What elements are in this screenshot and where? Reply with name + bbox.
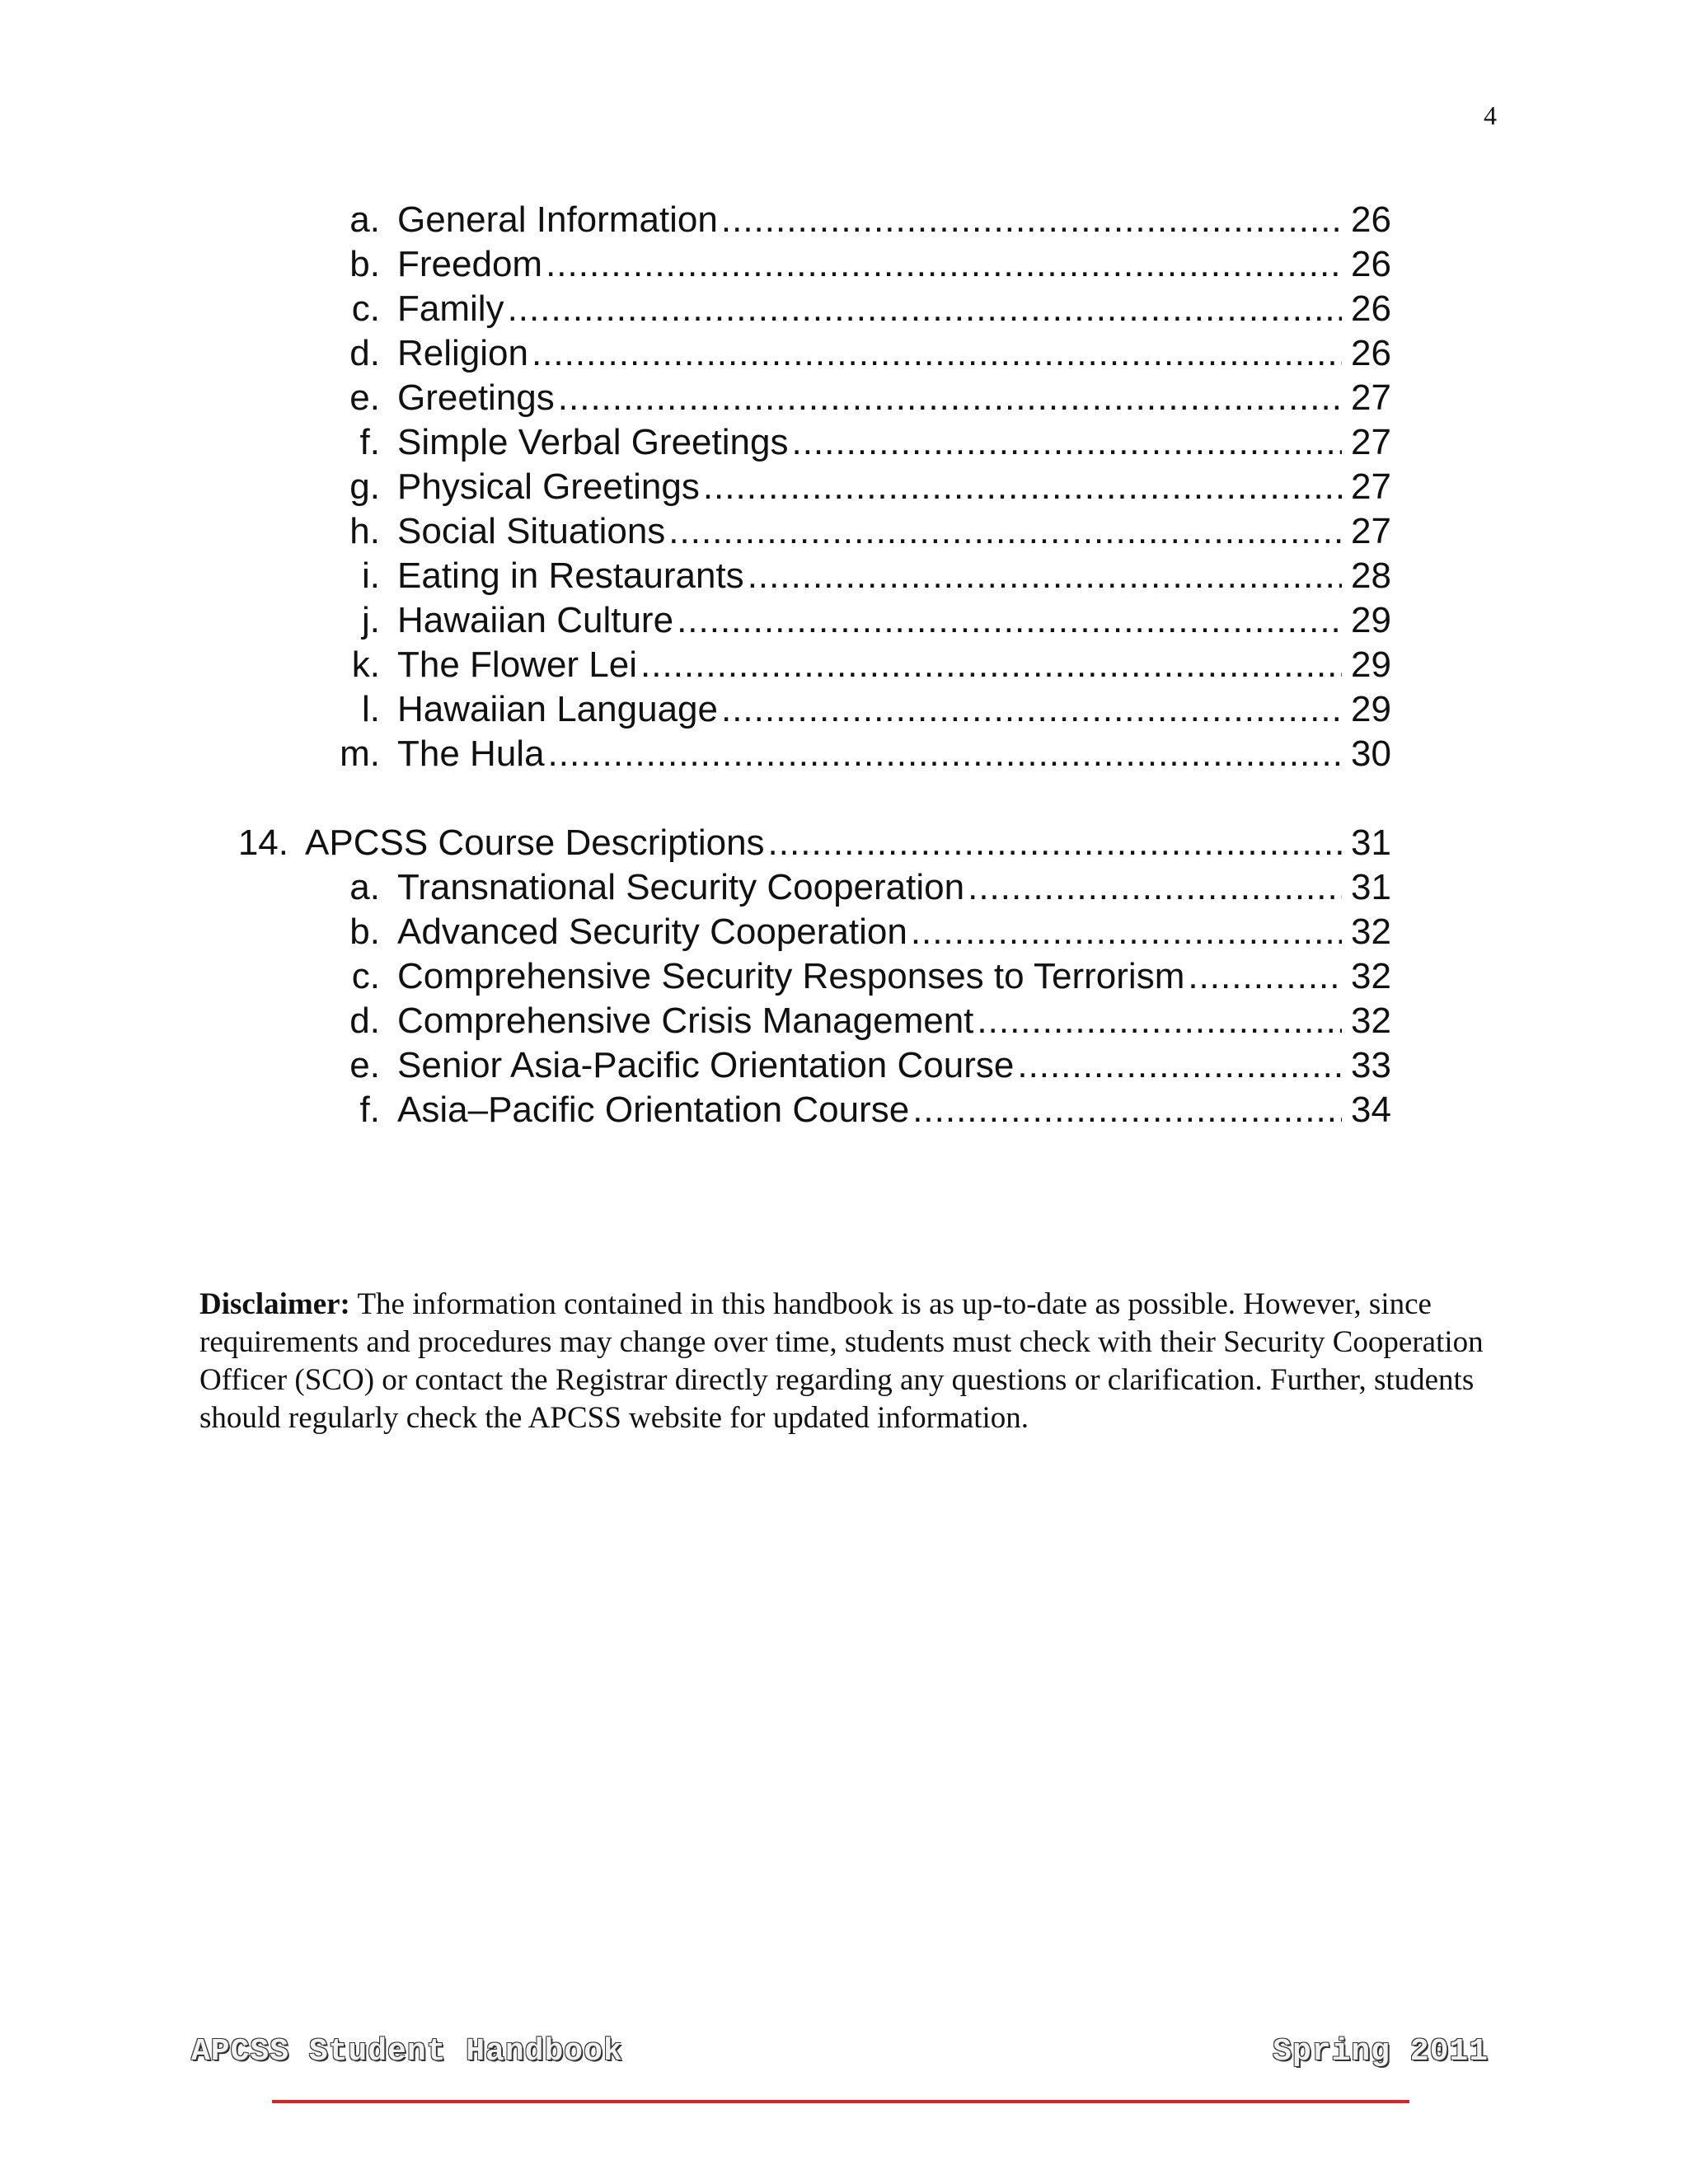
page-footer — [191, 2034, 1489, 2075]
toc-marker: d. — [349, 1001, 380, 1041]
table-of-contents — [0, 198, 1688, 1132]
toc-page: 31 — [1351, 823, 1391, 863]
dot-leader — [703, 465, 1342, 509]
toc-page: 27 — [1351, 466, 1391, 507]
toc-title: Advanced Security Cooperation — [397, 912, 907, 952]
toc-entry — [0, 598, 1688, 643]
toc-title: Asia–Pacific Orientation Course — [397, 1090, 910, 1130]
toc-entry — [0, 242, 1688, 287]
disclaimer-text: The information contained in this handbook is as up-to-date as possible. However, since requirements and procedures may change over time, students must check with their Security Cooperation Officer (SCO) or contact the Registrar directly regarding any questions or clarification. Further, students should regularly check the APCSS website for updated information. — [199, 1287, 1484, 1435]
toc-marker: a. — [349, 199, 380, 240]
toc-page: 29 — [1351, 644, 1391, 685]
dot-leader — [911, 910, 1342, 954]
toc-marker: l. — [362, 689, 380, 729]
toc-page: 27 — [1351, 377, 1391, 418]
toc-entry — [0, 287, 1688, 331]
toc-entry — [0, 865, 1688, 910]
toc-entry — [0, 420, 1688, 465]
dot-leader — [721, 687, 1342, 732]
toc-title: Hawaiian Culture — [397, 600, 674, 640]
toc-page: 26 — [1351, 288, 1391, 329]
toc-entry — [0, 198, 1688, 242]
dot-leader — [791, 420, 1342, 465]
toc-title: Comprehensive Crisis Management — [397, 1001, 974, 1041]
toc-marker: f. — [359, 1090, 380, 1130]
toc-page: 26 — [1351, 244, 1391, 284]
toc-page: 32 — [1351, 956, 1391, 996]
footer-edition: Spring 2011 — [1273, 2034, 1489, 2069]
toc-page: 27 — [1351, 422, 1391, 462]
toc-page: 29 — [1351, 689, 1391, 729]
dot-leader — [508, 287, 1342, 331]
toc-title: Comprehensive Security Responses to Terrorism — [397, 956, 1185, 996]
toc-entry — [0, 732, 1688, 776]
toc-page: 30 — [1351, 733, 1391, 774]
toc-marker: 14. — [237, 823, 288, 863]
toc-page: 33 — [1351, 1045, 1391, 1085]
page-number: 4 — [1484, 101, 1497, 130]
toc-marker: m. — [340, 733, 380, 774]
toc-entry — [0, 554, 1688, 598]
toc-page: 32 — [1351, 912, 1391, 952]
toc-marker: f. — [359, 422, 380, 462]
toc-entry — [0, 376, 1688, 420]
toc-title: Eating in Restaurants — [397, 555, 744, 596]
footer-divider — [272, 2100, 1409, 2103]
dot-leader — [546, 242, 1342, 287]
dot-leader — [640, 643, 1342, 687]
toc-page: 34 — [1351, 1090, 1391, 1130]
toc-marker: g. — [349, 466, 380, 507]
toc-entry — [0, 910, 1688, 954]
toc-marker: b. — [349, 912, 380, 952]
toc-title: APCSS Course Descriptions — [305, 823, 765, 863]
spacer — [0, 776, 1688, 821]
toc-title: Freedom — [397, 244, 543, 284]
toc-marker: b. — [349, 244, 380, 284]
toc-marker: d. — [349, 333, 380, 373]
toc-entry — [0, 465, 1688, 509]
toc-title: Hawaiian Language — [397, 689, 718, 729]
toc-entry — [0, 1043, 1688, 1088]
dot-leader — [968, 865, 1342, 910]
toc-entry — [0, 999, 1688, 1043]
dot-leader — [912, 1088, 1342, 1132]
toc-entry — [0, 643, 1688, 687]
toc-title: Greetings — [397, 377, 555, 418]
dot-leader — [1017, 1043, 1342, 1088]
toc-title: Religion — [397, 333, 528, 373]
toc-title: Simple Verbal Greetings — [397, 422, 789, 462]
toc-marker: i. — [362, 555, 380, 596]
disclaimer-label: Disclaimer: — [199, 1287, 350, 1321]
dot-leader — [748, 554, 1342, 598]
toc-page: 26 — [1351, 199, 1391, 240]
toc-page: 32 — [1351, 1001, 1391, 1041]
toc-title: The Hula — [397, 733, 545, 774]
toc-page: 27 — [1351, 511, 1391, 551]
toc-page: 31 — [1351, 867, 1391, 907]
footer-document-title: APCSS Student Handbook — [191, 2034, 623, 2069]
dot-leader — [668, 509, 1342, 554]
toc-page: 28 — [1351, 555, 1391, 596]
toc-entry — [0, 331, 1688, 376]
dot-leader — [768, 821, 1342, 865]
toc-marker: e. — [349, 377, 380, 418]
toc-title: Social Situations — [397, 511, 666, 551]
toc-page: 26 — [1351, 333, 1391, 373]
toc-title: Senior Asia-Pacific Orientation Course — [397, 1045, 1015, 1085]
toc-marker: c. — [351, 288, 380, 329]
dot-leader — [977, 999, 1342, 1043]
toc-title: Physical Greetings — [397, 466, 700, 507]
disclaimer-paragraph — [199, 1286, 1493, 1437]
dot-leader — [721, 198, 1342, 242]
toc-marker: h. — [349, 511, 380, 551]
dot-leader — [548, 732, 1342, 776]
toc-marker: e. — [349, 1045, 380, 1085]
toc-entry — [0, 509, 1688, 554]
dot-leader — [558, 376, 1342, 420]
toc-entry — [0, 1088, 1688, 1132]
toc-title: Transnational Security Cooperation — [397, 867, 965, 907]
toc-marker: a. — [349, 867, 380, 907]
toc-title: Family — [397, 288, 504, 329]
toc-marker: k. — [351, 644, 380, 685]
dot-leader — [532, 331, 1342, 376]
toc-marker: j. — [362, 600, 380, 640]
toc-marker: c. — [351, 956, 380, 996]
toc-page: 29 — [1351, 600, 1391, 640]
toc-entry — [0, 687, 1688, 732]
dot-leader — [677, 598, 1342, 643]
toc-title: The Flower Lei — [397, 644, 638, 685]
toc-section-entry — [0, 821, 1688, 865]
toc-entry — [0, 954, 1688, 999]
dot-leader — [1188, 954, 1342, 999]
toc-title: General Information — [397, 199, 718, 240]
